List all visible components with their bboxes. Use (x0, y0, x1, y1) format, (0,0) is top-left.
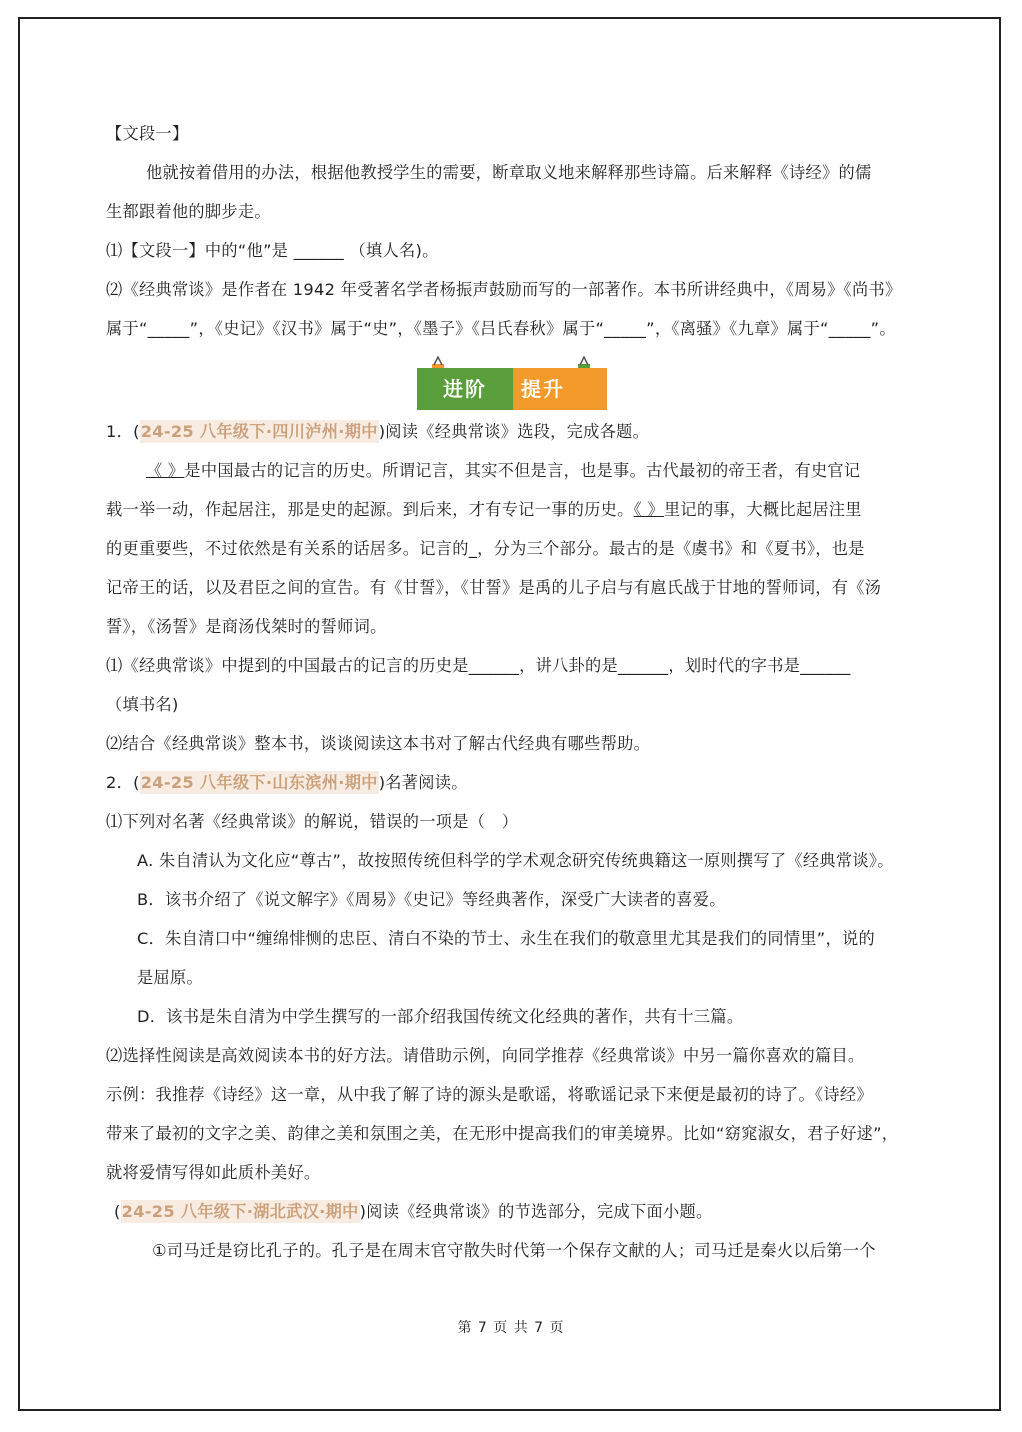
sub-question-2: ⑵结合《经典常谈》整本书，谈谈阅读这本书对了解古代经典有哪些帮助。 (106, 734, 651, 753)
option-c: C．朱自清口中“缠绵悱恻的忠臣、清白不染的节士、永生在我们的敬意里尤其是我们的同情里”，说的 (137, 929, 875, 948)
question-1-heading (106, 412, 918, 451)
question-a2-line: 属于“_____”，《史记》《汉书》属于“史”，《墨子》《吕氏春秋》属于“_____”，《离骚》《九章》属于“_____”。 (106, 319, 896, 338)
question-prompt: )阅读《经典常谈》选段，完成各题。 (378, 422, 650, 441)
passage-line: 的更重要些，不过依然是有关系的话居多。记言的_，分为三个部分。最古的是《虞书》和《夏书》，也是 (106, 539, 865, 558)
question-number: 2．( (106, 773, 140, 792)
source-tag: 24-25 八年级下·湖北武汉·期中 (121, 1202, 359, 1221)
option-d: D．该书是朱自清为中学生撰写的一部介绍我国传统文化经典的著作，共有十三篇。 (137, 1007, 744, 1026)
source-tag: 24-25 八年级下·山东滨州·期中 (140, 773, 378, 792)
sub-question-1: ⑴《经典常谈》中提到的中国最古的记言的历史是______，讲八卦的是______，划时代的字书是______ (106, 656, 851, 675)
passage-line: 载一举一动，作起居注，那是史的起源。到后来，才有专记一事的历史。《 》里记的事，大概比起居注里 (106, 500, 862, 519)
section-heading: 【文段一】 (106, 124, 189, 143)
underlined-blank: 《 》 (633, 500, 664, 519)
question-a1: ⑴【文段一】中的“他”是 ______ （填人名)。 (106, 241, 439, 260)
underlined-blank: 《 》 (146, 461, 185, 480)
sub-question-2: 示例：我推荐《诗经》这一章，从中我了解了诗的源头是歌谣，将歌谣记录下来便是最初的诗了。《诗经》 (106, 1085, 873, 1104)
sub-question-1-note: （填书名) (106, 695, 179, 714)
sub-question-2: 就将爱情写得如此质朴美好。 (106, 1163, 321, 1182)
question-number: 1．( (106, 422, 140, 441)
source-tag: 24-25 八年级下·四川泸州·期中 (140, 422, 378, 441)
option-a: A. 朱自清认为文化应“尊古”，故按照传统但科学的学术观念研究传统典籍这一原则撰写了《经典常谈》。 (137, 851, 894, 870)
passage-line: 记帝王的话，以及君臣之间的宣告。有《甘誓》，《甘誓》是禹的儿子启与有扈氏战于甘地的誓师词，有《汤 (106, 578, 882, 597)
sub-question-2: ⑵选择性阅读是高效阅读本书的好方法。请借助示例，向同学推荐《经典常谈》中另一篇你喜欢的篇目。 (106, 1046, 865, 1065)
option-c-cont: 是屈原。 (137, 968, 203, 987)
passage1-line: 他就按着借用的办法，根据他教授学生的需要，断章取义地来解释那些诗篇。后来解释《诗经》的儒 (146, 163, 872, 182)
option-b: B．该书介绍了《说文解字》《周易》《史记》等经典著作，深受广大读者的喜爱。 (137, 890, 726, 909)
question-prompt: )名著阅读。 (378, 773, 468, 792)
question-2-heading (106, 763, 918, 802)
passage-line: 《 》是中国最古的记言的历史。所谓记言，其实不但是言，也是事。古代最初的帝王者，有史官记 (146, 461, 861, 480)
passage-line: 誓》，《汤誓》是商汤伐桀时的誓师词。 (106, 617, 387, 636)
advanced-banner (417, 356, 607, 410)
passage1-line: 生都跟着他的脚步走。 (106, 202, 271, 221)
banner-left-text: 进阶 (417, 368, 513, 410)
banner-right-text: 提升 (513, 368, 607, 410)
question-prompt: )阅读《经典常谈》的节选部分，完成下面小题。 (359, 1202, 713, 1221)
sub-question-2: 带来了最初的文字之美、韵律之美和氛围之美，在无形中提高我们的审美境界。比如“窈窕淑女，君子好逑”， (106, 1124, 899, 1143)
document-body (106, 114, 918, 1270)
sub-question-1: ⑴下列对名著《经典常谈》的解说，错误的一项是（ ） (106, 812, 519, 831)
question-3-heading: (24-25 八年级下·湖北武汉·期中)阅读《经典常谈》的节选部分，完成下面小题。 (114, 1202, 713, 1221)
page-footer: 第 7 页 共 7 页 (457, 1320, 565, 1336)
passage-line: ①司马迁是窃比孔子的。孔子是在周末官守散失时代第一个保存文献的人；司马迁是秦火以后第一个 (152, 1241, 876, 1260)
question-a2-line: ⑵《经典常谈》是作者在 1942 年受著名学者杨振声鼓励而写的一部著作。本书所讲经典中，《周易》《尚书》 (106, 280, 902, 299)
